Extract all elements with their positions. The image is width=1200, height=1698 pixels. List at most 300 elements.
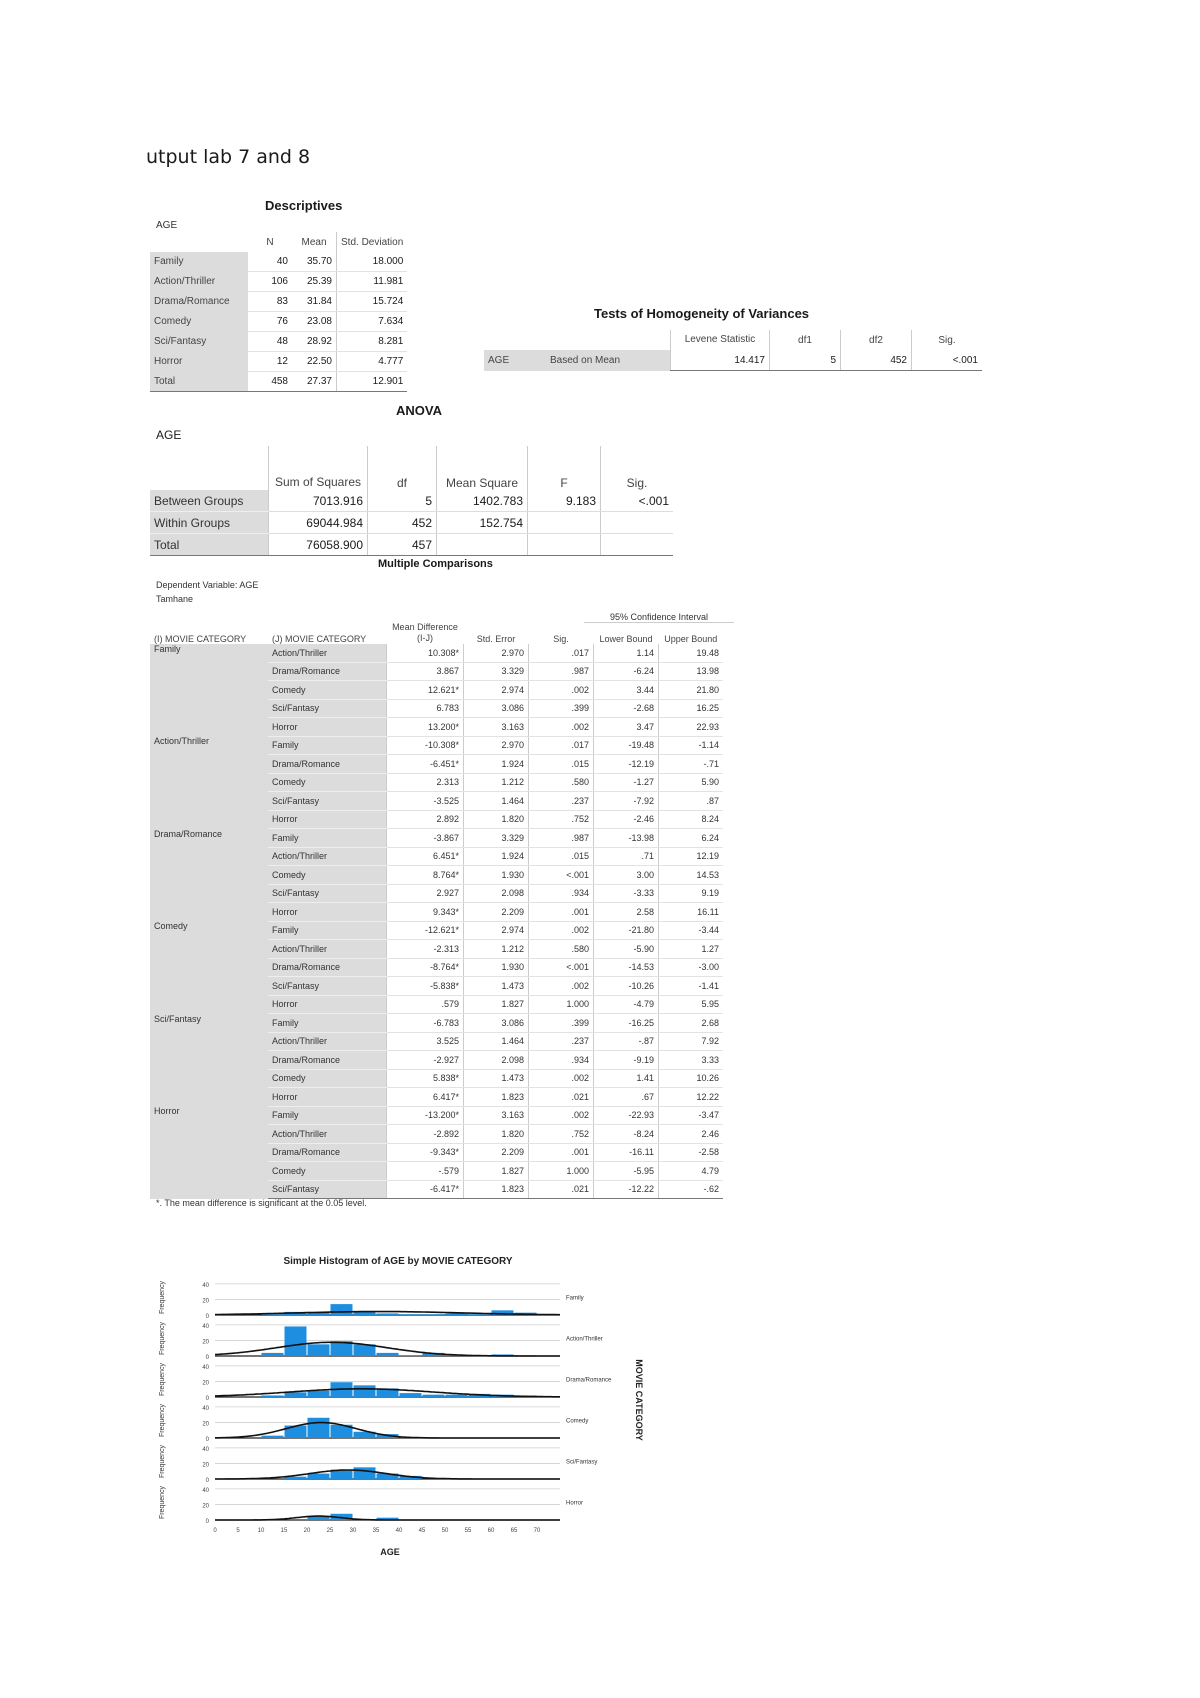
col-i: (I) MOVIE CATEGORY <box>154 634 247 644</box>
lower-bound-value: -16.25 <box>594 1014 659 1033</box>
sig-value: .934 <box>529 1051 594 1070</box>
histogram-bar <box>446 1395 468 1397</box>
se-value: 2.209 <box>464 903 529 922</box>
se-value: 3.163 <box>464 718 529 737</box>
upper-bound-value: 4.79 <box>659 1162 724 1181</box>
group-label: Sci/Fantasy <box>150 1014 268 1107</box>
col-ub: Upper Bound <box>664 634 718 644</box>
table-row <box>150 736 723 755</box>
mean-value: 23.08 <box>292 312 337 332</box>
panel-label: Comedy <box>566 1418 589 1425</box>
sig-value: .001 <box>529 1143 594 1162</box>
row-label: Family <box>150 252 248 272</box>
sig-value: .399 <box>529 1014 594 1033</box>
sig-value: .002 <box>529 681 594 700</box>
mean-diff-value: .579 <box>387 995 464 1014</box>
sig-value: .002 <box>529 977 594 996</box>
mean-diff-value: -6.417* <box>387 1180 464 1199</box>
sig-value: <.001 <box>529 958 594 977</box>
se-value: 1.823 <box>464 1180 529 1199</box>
lower-bound-value: -10.26 <box>594 977 659 996</box>
se-value: 1.464 <box>464 1032 529 1051</box>
row-label: Within Groups <box>150 512 269 534</box>
comparison-label: Sci/Fantasy <box>268 884 387 903</box>
lower-bound-value: .67 <box>594 1088 659 1107</box>
se-value: 1.212 <box>464 773 529 792</box>
y-axis-label: Frequency <box>159 1321 166 1356</box>
lower-bound-value: -8.24 <box>594 1125 659 1144</box>
n-value: 76 <box>248 312 292 332</box>
table-row <box>484 350 982 371</box>
col-sig: Sig. <box>553 634 569 644</box>
y-tick-label: 20 <box>202 1503 209 1510</box>
table-row <box>150 312 407 332</box>
y-tick-label: 0 <box>205 1355 209 1361</box>
mc-title: Multiple Comparisons <box>378 558 493 570</box>
sig-value: .399 <box>529 699 594 718</box>
col-df1: df1 <box>770 330 841 350</box>
comparison-label: Family <box>268 921 387 940</box>
y-axis-label: Frequency <box>159 1362 166 1397</box>
table-row <box>150 252 407 272</box>
mean-diff-value: -13.200* <box>387 1106 464 1125</box>
histogram-bar <box>262 1353 284 1356</box>
upper-bound-value: 5.95 <box>659 995 724 1014</box>
upper-bound-value: 22.93 <box>659 718 724 737</box>
mean-diff-value: -2.313 <box>387 940 464 959</box>
table-row <box>150 490 673 512</box>
mean-diff-value: 6.783 <box>387 699 464 718</box>
lower-bound-value: -.87 <box>594 1032 659 1051</box>
histogram-bar <box>377 1313 399 1315</box>
lower-bound-value: -7.92 <box>594 792 659 811</box>
group-label: Action/Thriller <box>150 736 268 829</box>
sig-value: 1.000 <box>529 995 594 1014</box>
n-value: 48 <box>248 332 292 352</box>
mean-diff-value: -8.764* <box>387 958 464 977</box>
anova-variable: AGE <box>156 428 182 442</box>
mc-ci-header: 95% Confidence Interval <box>584 612 734 623</box>
mean-diff-value: 3.525 <box>387 1032 464 1051</box>
se-value: 1.212 <box>464 940 529 959</box>
mc-method: Tamhane <box>156 594 194 604</box>
y-tick-label: 40 <box>202 1487 209 1494</box>
sig-value: .237 <box>529 1032 594 1051</box>
lower-bound-value: -19.48 <box>594 736 659 755</box>
col-n: N <box>266 236 274 248</box>
f-value <box>528 512 601 534</box>
se-value: 1.827 <box>464 995 529 1014</box>
sig-value: <.001 <box>529 866 594 885</box>
y-tick-label: 20 <box>202 1339 209 1346</box>
upper-bound-value: 9.19 <box>659 884 724 903</box>
lower-bound-value: 1.14 <box>594 644 659 662</box>
lower-bound-value: -12.22 <box>594 1180 659 1199</box>
ss-value: 69044.984 <box>269 512 368 534</box>
y-tick-label: 40 <box>202 1282 209 1289</box>
n-value: 106 <box>248 272 292 292</box>
upper-bound-value: 16.25 <box>659 699 724 718</box>
y-tick-label: 40 <box>202 1446 209 1453</box>
sig-value: .580 <box>529 940 594 959</box>
histogram-bar <box>285 1326 307 1356</box>
sig-value: .002 <box>529 1069 594 1088</box>
y-tick-label: 20 <box>202 1462 209 1469</box>
group-label: Drama/Romance <box>150 829 268 922</box>
mean-diff-value: 2.313 <box>387 773 464 792</box>
sig-value: .752 <box>529 1125 594 1144</box>
row-label: Horror <box>150 352 248 372</box>
facet-label: MOVIE CATEGORY <box>634 1359 644 1441</box>
col-sig: Sig. <box>601 446 674 490</box>
sd-value: 18.000 <box>337 252 408 272</box>
col-ss: Sum of Squares <box>269 446 368 490</box>
y-tick-label: 0 <box>205 1314 209 1320</box>
panel-label: Action/Thriller <box>566 1336 603 1343</box>
df-value: 452 <box>368 512 437 534</box>
anova-table <box>150 446 673 556</box>
upper-bound-value: 10.26 <box>659 1069 724 1088</box>
histogram-bar <box>331 1304 353 1315</box>
comparison-label: Comedy <box>268 773 387 792</box>
lower-bound-value: -9.19 <box>594 1051 659 1070</box>
comparison-label: Action/Thriller <box>268 1125 387 1144</box>
x-tick-label: 15 <box>280 1528 288 1534</box>
se-value: 1.827 <box>464 1162 529 1181</box>
table-row <box>150 272 407 292</box>
se-value: 1.823 <box>464 1088 529 1107</box>
comparison-label: Action/Thriller <box>268 847 387 866</box>
se-value: 1.473 <box>464 1069 529 1088</box>
x-tick-label: 45 <box>418 1528 426 1534</box>
descriptives-title: Descriptives <box>265 198 343 213</box>
mean-diff-value: 3.867 <box>387 662 464 681</box>
sig-value: 1.000 <box>529 1162 594 1181</box>
homogeneity-table <box>484 330 982 371</box>
sig-value: .015 <box>529 755 594 774</box>
upper-bound-value: 21.80 <box>659 681 724 700</box>
upper-bound-value: 13.98 <box>659 662 724 681</box>
y-tick-label: 40 <box>202 1364 209 1371</box>
f-value: 9.183 <box>528 490 601 512</box>
table-row <box>150 921 723 940</box>
row-label: Total <box>150 372 248 392</box>
lower-bound-value: 1.41 <box>594 1069 659 1088</box>
sd-value: 8.281 <box>337 332 408 352</box>
comparison-label: Comedy <box>268 866 387 885</box>
upper-bound-value: 6.24 <box>659 829 724 848</box>
sig-value: .017 <box>529 644 594 662</box>
histogram-bar <box>423 1395 445 1397</box>
lower-bound-value: 3.47 <box>594 718 659 737</box>
group-label: Comedy <box>150 921 268 1014</box>
lower-bound-value: -2.46 <box>594 810 659 829</box>
se-value: 1.464 <box>464 792 529 811</box>
col-md: Mean Difference (I-J) <box>392 622 458 643</box>
mean-diff-value: -3.525 <box>387 792 464 811</box>
lower-bound-value: -1.27 <box>594 773 659 792</box>
n-value: 458 <box>248 372 292 392</box>
col-df: df <box>368 446 437 490</box>
sig-value: <.001 <box>601 490 674 512</box>
x-tick-label: 0 <box>213 1528 217 1534</box>
levene-value: 14.417 <box>671 350 770 371</box>
mean-diff-value: -3.867 <box>387 829 464 848</box>
comparison-label: Comedy <box>268 1069 387 1088</box>
mean-diff-value: -5.838* <box>387 977 464 996</box>
histogram-bar <box>308 1418 330 1438</box>
y-tick-label: 0 <box>205 1478 209 1484</box>
mean-diff-value: 6.451* <box>387 847 464 866</box>
upper-bound-value: -3.00 <box>659 958 724 977</box>
mean-diff-value: 12.621* <box>387 681 464 700</box>
table-row <box>150 829 723 848</box>
descriptives-variable: AGE <box>156 220 178 231</box>
lower-bound-value: -13.98 <box>594 829 659 848</box>
sig-value: <.001 <box>912 350 983 371</box>
comparison-label: Family <box>268 1106 387 1125</box>
df2-value: 452 <box>841 350 912 371</box>
x-tick-label: 10 <box>257 1528 265 1534</box>
upper-bound-value: 1.27 <box>659 940 724 959</box>
histogram-bar <box>308 1344 330 1356</box>
sig-value: .237 <box>529 792 594 811</box>
col-mean: Mean <box>301 236 327 248</box>
upper-bound-value: 2.46 <box>659 1125 724 1144</box>
row-label: Between Groups <box>150 490 269 512</box>
se-value: 3.163 <box>464 1106 529 1125</box>
lower-bound-value: -6.24 <box>594 662 659 681</box>
se-value: 3.086 <box>464 699 529 718</box>
sig-value: .002 <box>529 718 594 737</box>
group-label: Horror <box>150 1106 268 1199</box>
sd-value: 11.981 <box>337 272 408 292</box>
sig-value: .752 <box>529 810 594 829</box>
comparison-label: Comedy <box>268 1162 387 1181</box>
se-value: 3.329 <box>464 829 529 848</box>
upper-bound-value: 7.92 <box>659 1032 724 1051</box>
mc-footnote: *. The mean difference is significant at the 0.05 level. <box>156 1198 367 1208</box>
chart-title: Simple Histogram of AGE by MOVIE CATEGORY <box>283 1256 513 1267</box>
histogram-bar <box>400 1393 422 1397</box>
y-tick-label: 20 <box>202 1421 209 1428</box>
lower-bound-value: -12.19 <box>594 755 659 774</box>
panel-label: Horror <box>566 1500 584 1507</box>
mean-value: 25.39 <box>292 272 337 292</box>
col-levene: Levene Statistic <box>671 330 770 350</box>
mean-diff-value: -2.927 <box>387 1051 464 1070</box>
histogram-bar <box>354 1385 376 1397</box>
row-label: Comedy <box>150 312 248 332</box>
lower-bound-value: -22.93 <box>594 1106 659 1125</box>
upper-bound-value: .87 <box>659 792 724 811</box>
upper-bound-value: 14.53 <box>659 866 724 885</box>
mean-value: 31.84 <box>292 292 337 312</box>
n-value: 83 <box>248 292 292 312</box>
col-df2: df2 <box>841 330 912 350</box>
se-value: 3.086 <box>464 1014 529 1033</box>
y-tick-label: 0 <box>205 1519 209 1525</box>
lower-bound-value: 2.58 <box>594 903 659 922</box>
ms-value: 152.754 <box>437 512 528 534</box>
row-label: Action/Thriller <box>150 272 248 292</box>
upper-bound-value: 19.48 <box>659 644 724 662</box>
x-tick-label: 70 <box>533 1528 541 1534</box>
upper-bound-value: 12.19 <box>659 847 724 866</box>
df1-value: 5 <box>770 350 841 371</box>
se-value: 3.329 <box>464 662 529 681</box>
sd-value: 15.724 <box>337 292 408 312</box>
n-value: 40 <box>248 252 292 272</box>
mean-value: 27.37 <box>292 372 337 392</box>
multiple-comparisons-table <box>150 622 723 1199</box>
sig-value: .934 <box>529 884 594 903</box>
x-tick-label: 25 <box>326 1528 334 1534</box>
sig-value: .021 <box>529 1180 594 1199</box>
upper-bound-value: -1.14 <box>659 736 724 755</box>
upper-bound-value: 2.68 <box>659 1014 724 1033</box>
table-row <box>150 1106 723 1125</box>
upper-bound-value: -1.41 <box>659 977 724 996</box>
lower-bound-value: -5.90 <box>594 940 659 959</box>
upper-bound-value: 5.90 <box>659 773 724 792</box>
ss-value: 7013.916 <box>269 490 368 512</box>
x-tick-label: 55 <box>464 1528 472 1534</box>
y-tick-label: 20 <box>202 1380 209 1387</box>
sig-value: .580 <box>529 773 594 792</box>
y-axis-label: Frequency <box>159 1403 166 1438</box>
table-row <box>150 534 673 556</box>
se-value: 1.930 <box>464 866 529 885</box>
y-tick-label: 40 <box>202 1405 209 1412</box>
ms-value: 1402.783 <box>437 490 528 512</box>
comparison-label: Horror <box>268 903 387 922</box>
comparison-label: Horror <box>268 810 387 829</box>
mc-dependent: Dependent Variable: AGE <box>156 580 259 590</box>
table-row <box>150 644 723 662</box>
homogeneity-title: Tests of Homogeneity of Variances <box>594 306 810 321</box>
y-axis-label: Frequency <box>159 1485 166 1520</box>
mean-value: 22.50 <box>292 352 337 372</box>
histogram-bar <box>262 1436 284 1438</box>
upper-bound-value: 12.22 <box>659 1088 724 1107</box>
lower-bound-value: .71 <box>594 847 659 866</box>
histogram-bar <box>354 1467 376 1479</box>
se-value: 1.820 <box>464 1125 529 1144</box>
sig-value <box>601 512 674 534</box>
row-label: Sci/Fantasy <box>150 332 248 352</box>
sd-value: 4.777 <box>337 352 408 372</box>
sig-value: .015 <box>529 847 594 866</box>
histogram-bar <box>377 1353 399 1356</box>
panel-label: Family <box>566 1295 584 1302</box>
col-sig: Sig. <box>912 330 983 350</box>
se-value: 1.924 <box>464 847 529 866</box>
anova-title: ANOVA <box>396 403 442 418</box>
lower-bound-value: -2.68 <box>594 699 659 718</box>
mean-diff-value: -6.783 <box>387 1014 464 1033</box>
table-row <box>150 372 407 392</box>
se-value: 1.930 <box>464 958 529 977</box>
comparison-label: Action/Thriller <box>268 940 387 959</box>
histogram-chart <box>0 1250 680 1560</box>
col-se: Std. Error <box>476 634 516 644</box>
ss-value: 76058.900 <box>269 534 368 556</box>
upper-bound-value: -3.47 <box>659 1106 724 1125</box>
comparison-label: Horror <box>268 718 387 737</box>
upper-bound-value: 8.24 <box>659 810 724 829</box>
comparison-label: Drama/Romance <box>268 1051 387 1070</box>
comparison-label: Drama/Romance <box>268 662 387 681</box>
row-label: Drama/Romance <box>150 292 248 312</box>
panel-label: Drama/Romance <box>566 1377 612 1384</box>
histogram-bar <box>262 1395 284 1397</box>
lower-bound-value: -21.80 <box>594 921 659 940</box>
mean-diff-value: 10.308* <box>387 644 464 662</box>
y-tick-label: 20 <box>202 1298 209 1305</box>
table-row <box>150 332 407 352</box>
group-label: Family <box>150 644 268 736</box>
table-row <box>150 512 673 534</box>
lower-bound-value: -4.79 <box>594 995 659 1014</box>
comparison-label: Sci/Fantasy <box>268 792 387 811</box>
panel-label: Sci/Fantasy <box>566 1459 598 1466</box>
document-title: utput lab 7 and 8 <box>146 146 311 168</box>
lower-bound-value: 3.44 <box>594 681 659 700</box>
table-row <box>150 292 407 312</box>
comparison-label: Sci/Fantasy <box>268 977 387 996</box>
se-value: 1.820 <box>464 810 529 829</box>
mean-diff-value: 2.892 <box>387 810 464 829</box>
upper-bound-value: -2.58 <box>659 1143 724 1162</box>
comparison-label: Drama/Romance <box>268 958 387 977</box>
comparison-label: Drama/Romance <box>268 1143 387 1162</box>
se-value: 1.473 <box>464 977 529 996</box>
sig-value: .987 <box>529 662 594 681</box>
df-value: 457 <box>368 534 437 556</box>
col-lb: Lower Bound <box>599 634 653 644</box>
lower-bound-value: -3.33 <box>594 884 659 903</box>
se-value: 2.209 <box>464 1143 529 1162</box>
df-value: 5 <box>368 490 437 512</box>
y-tick-label: 0 <box>205 1396 209 1402</box>
x-tick-label: 65 <box>510 1528 518 1534</box>
upper-bound-value: 3.33 <box>659 1051 724 1070</box>
upper-bound-value: -.71 <box>659 755 724 774</box>
x-tick-label: 20 <box>303 1528 311 1534</box>
x-tick-label: 60 <box>487 1528 495 1534</box>
se-value: 2.970 <box>464 644 529 662</box>
mean-value: 35.70 <box>292 252 337 272</box>
comparison-label: Sci/Fantasy <box>268 699 387 718</box>
x-tick-label: 50 <box>441 1528 449 1534</box>
histogram-bar <box>469 1314 491 1315</box>
mean-diff-value: -10.308* <box>387 736 464 755</box>
comparison-label: Action/Thriller <box>268 1032 387 1051</box>
comparison-label: Action/Thriller <box>268 644 387 662</box>
mean-diff-value: 2.927 <box>387 884 464 903</box>
y-axis-label: Frequency <box>159 1444 166 1479</box>
y-axis-label: Frequency <box>159 1280 166 1315</box>
col-f: F <box>528 446 601 490</box>
x-axis-label: AGE <box>380 1547 400 1557</box>
mean-diff-value: 5.838* <box>387 1069 464 1088</box>
table-row <box>150 1014 723 1033</box>
histogram-bar <box>400 1355 422 1356</box>
mean-diff-value: 13.200* <box>387 718 464 737</box>
lower-bound-value: -16.11 <box>594 1143 659 1162</box>
histogram-bar <box>308 1474 330 1479</box>
